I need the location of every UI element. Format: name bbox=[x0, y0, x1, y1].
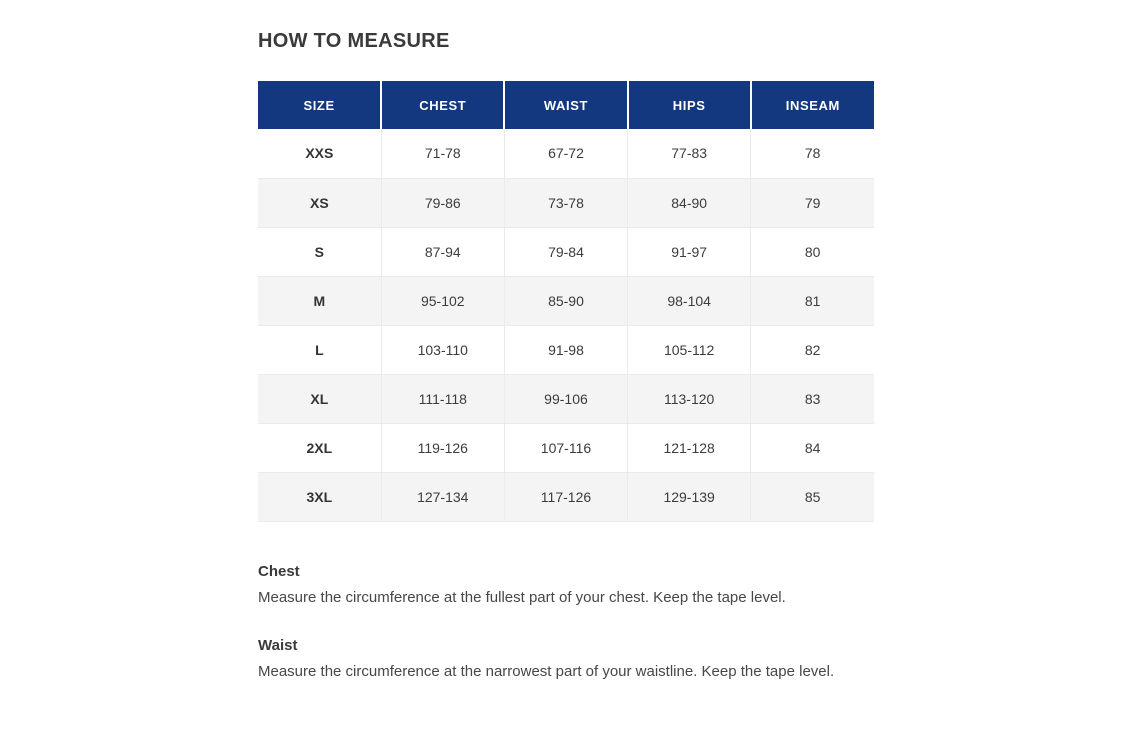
chest-value: 119-126 bbox=[381, 423, 504, 472]
size-label: 2XL bbox=[258, 423, 381, 472]
chest-value: 103-110 bbox=[381, 325, 504, 374]
page-title: HOW TO MEASURE bbox=[258, 30, 450, 52]
column-header-size: SIZE bbox=[258, 81, 381, 129]
size-label: L bbox=[258, 325, 381, 374]
inseam-value: 85 bbox=[751, 472, 874, 521]
inseam-value: 80 bbox=[751, 227, 874, 276]
size-label: XXS bbox=[258, 129, 381, 178]
hips-value: 91-97 bbox=[628, 227, 751, 276]
table-row bbox=[258, 325, 874, 374]
table-row bbox=[258, 472, 874, 521]
table-row bbox=[258, 276, 874, 325]
chest-value: 87-94 bbox=[381, 227, 504, 276]
chest-value: 79-86 bbox=[381, 178, 504, 227]
size-chart-body bbox=[258, 129, 874, 521]
note-chest bbox=[258, 563, 874, 608]
waist-value: 99-106 bbox=[504, 374, 627, 423]
waist-value: 107-116 bbox=[504, 423, 627, 472]
hips-value: 105-112 bbox=[628, 325, 751, 374]
hips-value: 84-90 bbox=[628, 178, 751, 227]
table-row bbox=[258, 374, 874, 423]
column-header-waist: WAIST bbox=[504, 81, 627, 129]
chest-value: 111-118 bbox=[381, 374, 504, 423]
table-row bbox=[258, 423, 874, 472]
chest-value: 95-102 bbox=[381, 276, 504, 325]
size-chart-header bbox=[258, 81, 874, 129]
inseam-value: 81 bbox=[751, 276, 874, 325]
size-chart-table bbox=[258, 81, 874, 522]
waist-value: 85-90 bbox=[504, 276, 627, 325]
inseam-value: 84 bbox=[751, 423, 874, 472]
column-header-chest: CHEST bbox=[381, 81, 504, 129]
measurement-notes bbox=[258, 563, 874, 682]
table-row bbox=[258, 178, 874, 227]
table-row bbox=[258, 227, 874, 276]
inseam-value: 83 bbox=[751, 374, 874, 423]
note-waist bbox=[258, 637, 874, 682]
size-guide-section bbox=[258, 0, 874, 711]
hips-value: 121-128 bbox=[628, 423, 751, 472]
note-chest-title: Chest bbox=[258, 562, 300, 580]
column-header-inseam: INSEAM bbox=[751, 81, 874, 129]
column-header-hips: HIPS bbox=[628, 81, 751, 129]
hips-value: 113-120 bbox=[628, 374, 751, 423]
hips-value: 129-139 bbox=[628, 472, 751, 521]
size-label: XS bbox=[258, 178, 381, 227]
note-waist-text: Measure the circumference at the narrowest part of your waistline. Keep the tape level. bbox=[258, 662, 835, 680]
waist-value: 91-98 bbox=[504, 325, 627, 374]
hips-value: 98-104 bbox=[628, 276, 751, 325]
inseam-value: 82 bbox=[751, 325, 874, 374]
inseam-value: 78 bbox=[751, 129, 874, 178]
waist-value: 67-72 bbox=[504, 129, 627, 178]
table-row bbox=[258, 129, 874, 178]
note-waist-title: Waist bbox=[258, 636, 298, 654]
inseam-value: 79 bbox=[751, 178, 874, 227]
waist-value: 73-78 bbox=[504, 178, 627, 227]
chest-value: 127-134 bbox=[381, 472, 504, 521]
chest-value: 71-78 bbox=[381, 129, 504, 178]
size-label: S bbox=[258, 227, 381, 276]
waist-value: 117-126 bbox=[504, 472, 627, 521]
header-row bbox=[258, 81, 874, 129]
hips-value: 77-83 bbox=[628, 129, 751, 178]
size-label: XL bbox=[258, 374, 381, 423]
note-chest-text: Measure the circumference at the fullest part of your chest. Keep the tape level. bbox=[258, 588, 786, 606]
size-label: 3XL bbox=[258, 472, 381, 521]
size-label: M bbox=[258, 276, 381, 325]
waist-value: 79-84 bbox=[504, 227, 627, 276]
